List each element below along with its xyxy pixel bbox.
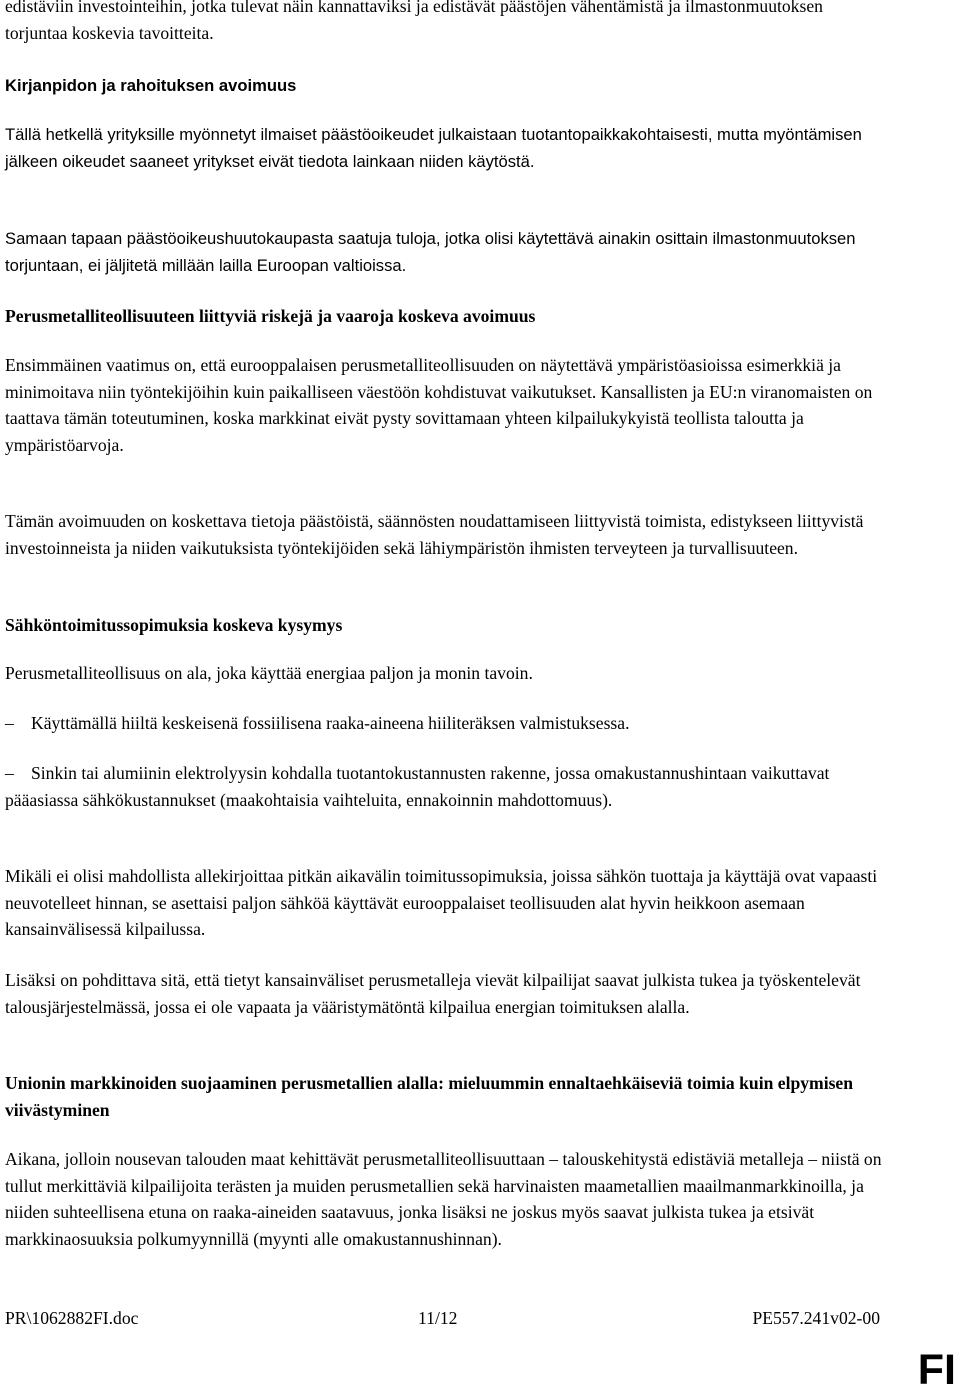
paragraph-intro: edistäviin investointeihin, jotka tulevat näin kannattaviksi ja edistävät päästöjen vähentämistä ja ilmastonmuutoksen torjuntaa koskevia tavoitteita. (5, 0, 823, 43)
footer-page-number: 11/12 (418, 1308, 458, 1328)
footer-pe-reference: PE557.241v02-00 (752, 1308, 880, 1328)
paragraph-information: Tämän avoimuuden on koskettava tietoja päästöistä, säännösten noudattamiseen liittyvistä toimista, edistykseen liittyvistä investoinneista ja niiden vaikutuksista työntekijöiden sekä lähiympäristön ihmisten terveyteen ja turvallisuuteen. (5, 511, 864, 558)
dash-item-coal-text: Käyttämällä hiiltä keskeisenä fossiilisena raaka-aineena hiiliteräksen valmistuksessa. (31, 713, 630, 733)
dash-bullet: – (5, 763, 14, 783)
paragraph-energy: Perusmetalliteollisuus on ala, joka käyttää energiaa paljon ja monin tavoin. (5, 663, 533, 683)
heading-protection: Unionin markkinoiden suojaaminen perusmetallien alalla: mieluummin ennaltaehkäiseviä toimia kuin elpymisen viivästyminen (5, 1073, 854, 1120)
paragraph-requirement: Ensimmäinen vaatimus on, että eurooppalaisen perusmetalliteollisuuden on näytettävä ympäristöasioissa esimerkkiä ja minimoitava niin työntekijöihin kuin paikalliseen väestöön kohdistuvat vaikutukset. Kansallisten ja EU:n viranomaisten on taattava tämän toteutuminen, koska markkinat eivät pysty sovittamaan yhteen kilpailukykyistä teollista taloutta ja ympäristöarvoja. (5, 355, 873, 455)
paragraph-contracts: Mikäli ei olisi mahdollista allekirjoittaa pitkän aikavälin toimitussopimuksia, joissa sähkön tuottaja ja käyttäjä ovat vapaasti neuvotelleet hinnan, se asettaisi paljon sähköä käyttävät eurooppalaiset teollisuuden alat hyvin heikkoon asemaan kansainvälisessä kilpailussa. (5, 866, 878, 939)
paragraph-emerging: Aikana, jolloin nousevan talouden maat kehittävät perusmetalliteollisuuttaan – talouskehitystä edistäviä metalleja – niistä on tullut merkittäviä kilpailijoita terästen ja muiden perusmetallien sekä harvinaisten maametallien maailmanmarkkinoilla, ja niiden suhteellisena etuna on raaka-aineiden saatavuus, jonka lisäksi ne joskus myös saavat julkista tukea ja etsivät markkinaosuuksia polkumyynnillä (myynti alle omakustannushinnan). (5, 1149, 882, 1249)
heading-risks: Perusmetalliteollisuuteen liittyviä riskejä ja vaaroja koskeva avoimuus (5, 306, 536, 326)
page-footer (5, 1305, 880, 1331)
dash-item-coal (5, 710, 885, 737)
paragraph-auction: Samaan tapaan päästöoikeushuutokaupasta saatuja tuloja, jotka olisi käytettävä ainakin osittain ilmastonmuutoksen torjuntaan, ei jäljitetä millään lailla Euroopan valtioissa. (5, 229, 856, 275)
paragraph-competitors: Lisäksi on pohdittava sitä, että tietyt kansainväliset perusmetalleja vievät kilpailijat saavat julkista tukea ja työskentelevät talousjärjestelmässä, jossa ei ole vapaata ja vääristymätöntä kilpailua energian toimituksen alalla. (5, 970, 861, 1017)
dash-item-zinc-text: Sinkin tai alumiinin elektrolyysin kohdalla tuotantokustannusten rakenne, jossa omakustannushintaan vaikuttavat pääasiassa sähkökustannukset (maakohtaisia vaihteluita, ennakoinnin mahdottomuus). (5, 763, 830, 810)
paragraph-allowances: Tällä hetkellä yrityksille myönnetyt ilmaiset päästöoikeudet julkaistaan tuotantopaikkakohtaisesti, mutta myöntämisen jälkeen oikeudet saaneet yritykset eivät tiedota lainkaan niiden käytöstä. (5, 125, 862, 171)
heading-transparency: Kirjanpidon ja rahoituksen avoimuus (5, 76, 297, 95)
heading-electricity: Sähköntoimitussopimuksia koskeva kysymys (5, 615, 343, 635)
language-tag: FI (917, 1346, 956, 1394)
footer-document-reference: PR\1062882FI.doc (5, 1308, 139, 1328)
dash-item-zinc (5, 760, 885, 813)
dash-bullet: – (5, 713, 14, 733)
